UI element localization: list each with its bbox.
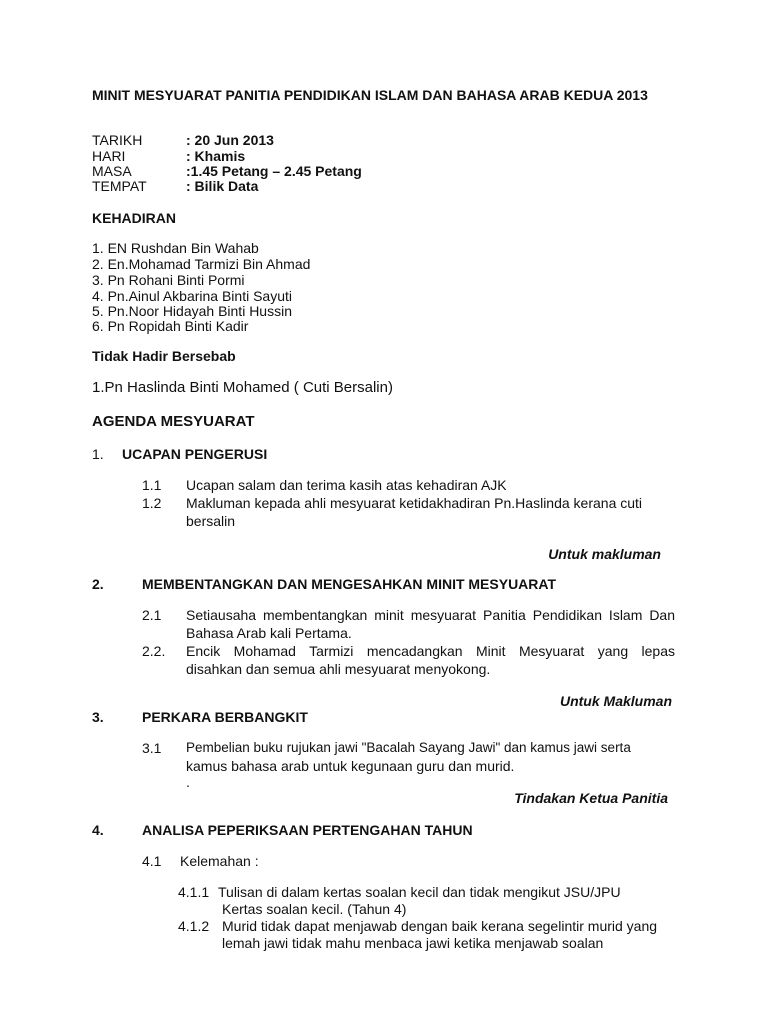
item-number: 1.2: [142, 495, 162, 511]
item-text: Pembelian buku rujukan jawi "Bacalah Sayang Jawi" dan kamus jawi serta: [186, 740, 631, 755]
list-item: 1. EN Rushdan Bin Wahab: [92, 240, 259, 256]
section-number: 4.: [92, 822, 104, 838]
section-title: PERKARA BERBANGKIT: [142, 709, 308, 725]
section-number: 3.: [92, 709, 104, 725]
item-text: Setiausaha membentangkan minit mesyuarat Panitia Pendidikan Islam Dan: [186, 607, 675, 623]
action-note: Untuk Makluman: [559, 693, 672, 709]
item-number: 4.1.2: [178, 918, 210, 934]
detail-label-hari: HARI: [92, 148, 126, 164]
list-item: 5. Pn.Noor Hidayah Binti Hussin: [92, 303, 292, 319]
detail-label-masa: MASA: [92, 163, 132, 179]
item-text-continued: kamus bahasa arab untuk kegunaan guru dan murid.: [186, 758, 515, 774]
item-text: Tulisan di dalam kertas soalan kecil dan tidak mengikut JSU/JPU: [218, 884, 621, 900]
list-item: 6. Pn Ropidah Binti Kadir: [92, 318, 249, 334]
detail-value-tarikh: : 20 Jun 2013: [186, 132, 274, 148]
section-number: 2.: [92, 576, 104, 592]
item-number: 2.2.: [142, 643, 166, 659]
item-text-continued: Kertas soalan kecil. (Tahun 4): [222, 901, 407, 917]
agenda-heading: AGENDA MESYUARAT: [92, 413, 255, 430]
absent-item: 1.Pn Haslinda Binti Mohamed ( Cuti Bersalin): [92, 379, 393, 396]
section-title: MEMBENTANGKAN DAN MENGESAHKAN MINIT MESYUARAT: [142, 576, 557, 592]
detail-label-tarikh: TARIKH: [92, 132, 143, 148]
item-number: 2.1: [142, 607, 162, 623]
item-text-continued: lemah jawi tidak mahu menbaca jawi ketika menjawab soalan: [222, 935, 604, 951]
list-item: 4. Pn.Ainul Akbarina Binti Sayuti: [92, 288, 293, 304]
detail-value-masa: :1.45 Petang – 2.45 Petang: [186, 163, 362, 179]
section-title: UCAPAN PENGERUSI: [122, 446, 268, 462]
item-number: 3.1: [142, 740, 162, 756]
item-text-continued: .: [186, 774, 190, 790]
section-number: 1.: [92, 446, 104, 462]
kehadiran-heading: KEHADIRAN: [92, 210, 176, 226]
absent-heading: Tidak Hadir Bersebab: [92, 348, 236, 364]
subsection-label: Kelemahan :: [180, 853, 259, 869]
item-text: Murid tidak dapat menjawab dengan baik kerana segelintir murid yang: [222, 918, 658, 934]
item-number: 1.1: [142, 477, 162, 493]
document-title: MINIT MESYUARAT PANITIA PENDIDIKAN ISLAM DAN BAHASA ARAB KEDUA 2013: [92, 87, 648, 103]
subsection-number: 4.1: [142, 853, 162, 869]
item-number: 4.1.1: [178, 884, 210, 900]
item-text: Encik Mohamad Tarmizi mencadangkan Minit Mesyuarat yang lepas: [186, 643, 675, 659]
item-text: Ucapan salam dan terima kasih atas kehadiran AJK: [186, 477, 507, 493]
item-text: Makluman kepada ahli mesyuarat ketidakhadiran Pn.Haslinda kerana cuti: [186, 495, 643, 511]
list-item: 2. En.Mohamad Tarmizi Bin Ahmad: [92, 256, 311, 272]
action-note: Untuk makluman: [548, 546, 661, 562]
list-item: 3. Pn Rohani Binti Pormi: [92, 272, 245, 288]
item-text-continued: Bahasa Arab kali Pertama.: [186, 625, 352, 641]
detail-label-tempat: TEMPAT: [92, 178, 147, 194]
detail-value-tempat: : Bilik Data: [186, 178, 259, 194]
item-text-continued: bersalin: [186, 513, 236, 529]
section-title: ANALISA PEPERIKSAAN PERTENGAHAN TAHUN: [142, 822, 473, 838]
action-note: Tindakan Ketua Panitia: [514, 790, 668, 806]
item-text-continued: disahkan dan semua ahli mesyuarat menyokong.: [186, 661, 491, 677]
detail-value-hari: : Khamis: [186, 148, 246, 164]
